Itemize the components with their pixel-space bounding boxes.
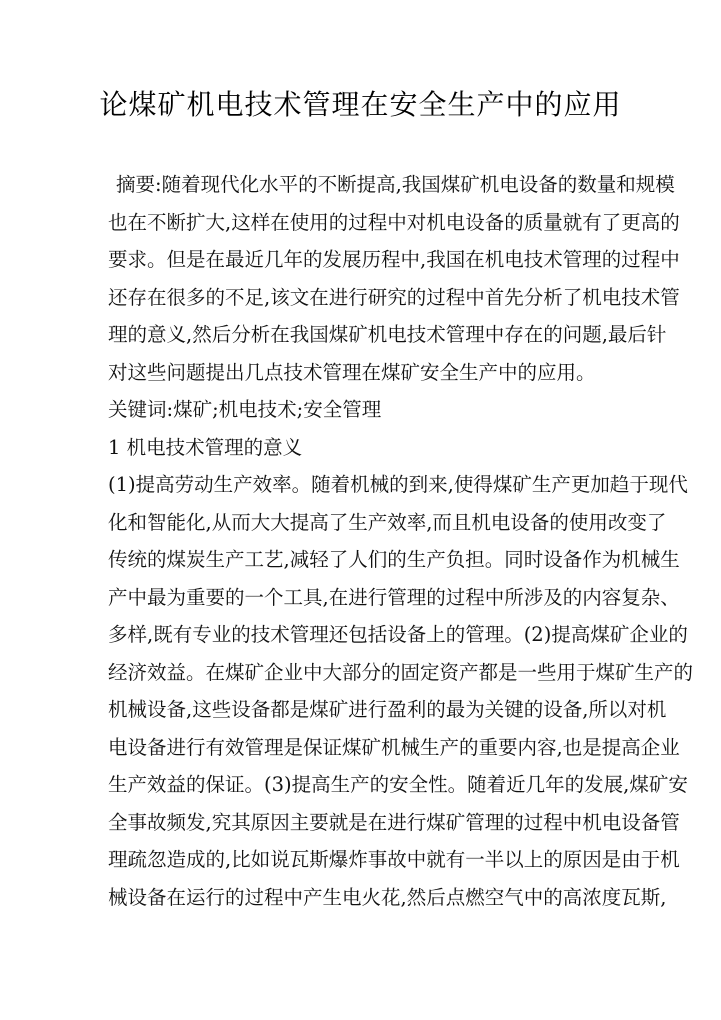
paragraph-line: 多样,既有专业的技术管理还包括设备上的管理。(2)提高煤矿企业的: [108, 623, 688, 646]
abstract-line: 也在不断扩大,这样在使用的过程中对机电设备的质量就有了更高的: [108, 210, 680, 234]
abstract: [108, 166, 680, 391]
paragraph-line: 全事故频发,究其原因主要就是在进行煤矿管理的过程中机电设备管: [108, 810, 680, 834]
abstract-line: 理的意义,然后分析在我国煤矿机电技术管理中存在的问题,最后针: [108, 323, 667, 346]
section-1-body: [108, 466, 694, 916]
abstract-line: 要求。但是在最近几年的发展历程中,我国在机电技术管理的过程中: [108, 248, 680, 271]
paragraph-line: (1)提高劳动生产效率。随着机械的到来,使得煤矿生产更加趋于现代: [108, 473, 688, 496]
paragraph-line: 机械设备,这些设备都是煤矿进行盈利的最为关键的设备,所以对机: [108, 698, 667, 721]
abstract-line: 摘要:随着现代化水平的不断提高,我国煤矿机电设备的数量和规模: [116, 173, 675, 196]
paragraph-line: 传统的煤炭生产工艺,减轻了人们的生产负担。同时设备作为机械生: [108, 548, 680, 571]
section-heading: 1 机电技术管理的意义: [108, 435, 303, 459]
paragraph-line: 生产效益的保证。(3)提高生产的安全性。随着近几年的发展,煤矿安: [108, 773, 688, 796]
abstract-line: 对这些问题提出几点技术管理在煤矿安全生产中的应用。: [108, 360, 596, 384]
document-body: [108, 166, 694, 916]
paragraph-line: 理疏忽造成的,比如说瓦斯爆炸事故中就有一半以上的原因是由于机: [108, 848, 680, 871]
paragraph-line: 产中最为重要的一个工具,在进行管理的过程中所涉及的内容复杂、: [108, 585, 680, 609]
abstract-line: 还存在很多的不足,该文在进行研究的过程中首先分析了机电技术管: [108, 285, 680, 309]
paragraph-line: 电设备进行有效管理是保证煤矿机械生产的重要内容,也是提高企业: [108, 735, 680, 759]
paragraph-line: 化和智能化,从而大大提高了生产效率,而且机电设备的使用改变了: [108, 510, 667, 534]
document-title: 论煤矿机电技术管理在安全生产中的应用: [99, 88, 622, 121]
paragraph-line: 经济效益。在煤矿企业中大部分的固定资产都是一些用于煤矿生产的: [108, 660, 694, 684]
paragraph-line: 械设备在运行的过程中产生电火花,然后点燃空气中的高浓度瓦斯,: [108, 885, 667, 909]
keywords: 关键词:煤矿;机电技术;安全管理: [108, 398, 382, 421]
